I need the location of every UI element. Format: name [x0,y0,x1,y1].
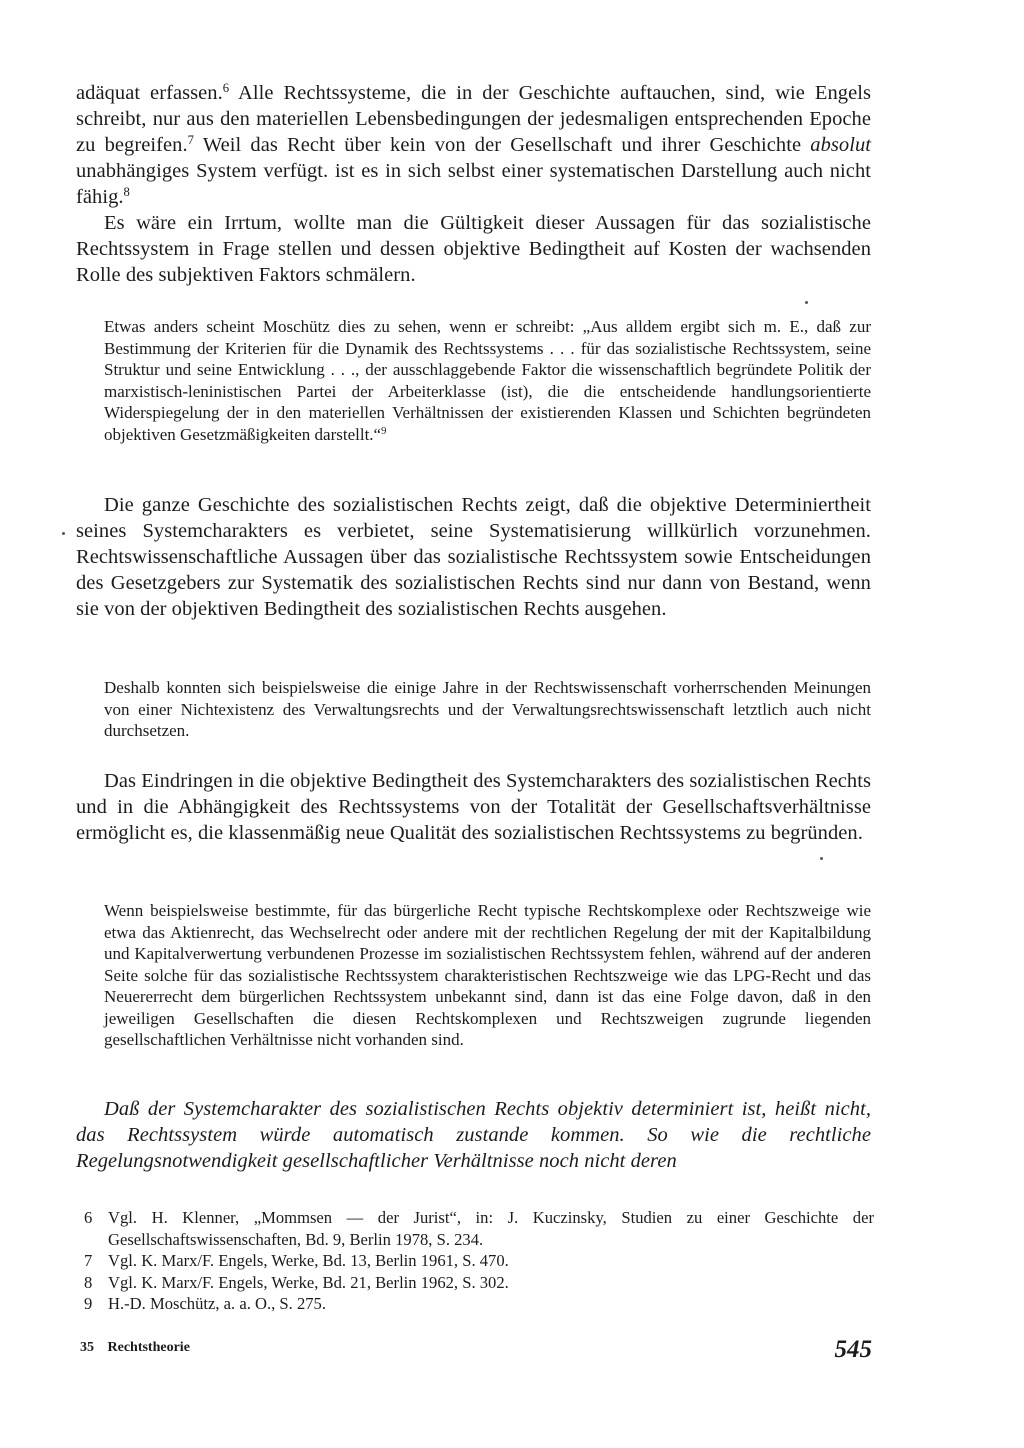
footnote [84,1272,874,1294]
scan-speck [62,532,65,535]
text-run: Alle Rechtssysteme, die in der Geschichte auftauchen, sind, wie Engels schreibt, nur aus den materiellen Lebensbedingungen der jedesmaligen entsprechenden Epoche zu begreifen. [76,82,871,156]
footnote-number: 6 [84,1208,93,1227]
text-run: Deshalb konnten sich beispielsweise die einige Jahre in der Rechtswissenschaft vorherrschenden Meinungen von einer Nichtexistenz des Verwaltungsrechts und der Verwaltungsrechtswissenschaft letztlich auch nicht durchsetzen. [104,678,871,740]
footnotes [84,1207,874,1315]
footnote-text: H.-D. Moschütz, a. a. O., S. 275. [108,1294,326,1313]
body-paragraph [76,210,871,288]
footnote-reference: 8 [123,185,130,200]
footnote [84,1207,874,1250]
footnote-reference: 6 [222,81,230,96]
text-run: Es wäre ein Irrtum, wollte man die Gültigkeit dieser Aussagen für das sozialistische Rechtssystem in Frage stellen und dessen objektive Bedingtheit auf Kosten der wachsenden Rolle des subjektiven Faktors schmälern. [76,212,871,286]
page-number: 545 [834,1336,872,1363]
footnote-text: Vgl. K. Marx/F. Engels, Werke, Bd. 13, Berlin 1961, S. 470. [108,1251,509,1270]
body-paragraph [76,80,871,210]
emphasis-text: absolut [810,134,871,156]
example-block [104,900,871,1051]
quote-block [104,316,871,445]
text-run: Daß der Systemcharakter des sozialistischen Rechts objektiv determiniert ist, heißt nicht, das Rechtssystem würde automatisch zustande kommen. So wie die rechtliche Regelungsnotwendigkeit gesellschaftlicher Verhältnisse noch nicht deren [76,1098,871,1172]
text-run: Etwas anders scheint Moschütz dies zu sehen, wenn er schreibt: „Aus alldem ergibt sich m. E., daß zur Bestimmung der Kriterien für die Dynamik des Rechtssystems . . . für das sozialistische Rechtssystem, seine Struktur und seine Entwicklung . . ., der ausschlaggebende Faktor die wissenschaftlich begründete Politik der marxistisch-leninistischen Partei der Arbeiterklasse (ist), die die entscheidende handlungsorientierte Widerspiegelung der in den materiellen Verhältnissen der existierenden Klassen und Schichten begründeten objektiven Gesetzmäßigkeiten darstellt.“ [104,317,871,444]
text-run: Weil das Recht über kein von der Gesellschaft und ihrer Geschichte [194,134,811,156]
footnote-number: 9 [84,1294,93,1313]
text-run: adäquat erfassen. [76,82,223,104]
footnote-text: Vgl. K. Marx/F. Engels, Werke, Bd. 21, Berlin 1962, S. 302. [108,1272,509,1292]
signature-title: Rechtstheorie [107,1340,190,1355]
body-paragraph [76,768,871,846]
footnote-number: 8 [84,1272,93,1292]
footnote [84,1293,874,1315]
scan-speck [820,857,823,860]
body-paragraph [76,492,871,622]
note-block [104,677,871,742]
text-run: Das Eindringen in die objektive Bedingtheit des Systemcharakters des sozialistischen Rechts und in die Abhängigkeit des Rechtssystems von der Totalität der Gesellschaftsverhältnisse ermöglicht es, die klassenmäßig neue Qualität des sozialistischen Rechtssystems zu begründen. [76,770,871,844]
scan-speck [805,301,808,304]
italic-paragraph [76,1096,871,1174]
footnote [84,1250,874,1272]
footnote-number: 7 [84,1251,93,1270]
signature-number: 35 [80,1340,94,1355]
footnote-reference: 7 [187,133,195,148]
print-signature [80,1340,190,1356]
text-run: unabhängiges System verfügt. ist es in sich selbst einer systematischen Darstellung auch nicht fähig. [76,160,871,208]
footnote-text: Vgl. H. Klenner, „Mommsen — der Jurist“, in: J. Kuczinsky, Studien zu einer Geschichte der Gesellschaftswissenschaften, Bd. 9, Berlin 1978, S. 234. [108,1208,874,1249]
footnote-reference: 9 [381,425,387,437]
text-run: Die ganze Geschichte des sozialistischen Rechts zeigt, daß die objektive Determiniertheit seines Systemcharakters es verbietet, seine Systematisierung willkürlich vorzunehmen. Rechtswissenschaftliche Aussagen über das sozialistische Rechtssystem sowie Entscheidungen des Gesetzgebers zur Systematik des sozialistischen Rechts sind nur dann von Bestand, wenn sie von der objektiven Bedingtheit des sozialistischen Rechts ausgehen. [76,494,871,620]
text-run: Wenn beispielsweise bestimmte, für das bürgerliche Recht typische Rechtskomplexe oder Rechtszweige wie etwa das Aktienrecht, das Wechselrecht oder andere mit der rechtlichen Regelung der mit der Kapitalbildung und Kapitalverwertung verbundenen Prozesse im sozialistischen Rechtssystem fehlen, während auf der anderen Seite solche für das sozialistische Rechtssystem charakteristischen Rechtszweige wie das LPG-Recht und das Neuererrecht dem bürgerlichen Rechtssystem unbekannt sind, dann ist das eine Folge davon, daß in den jeweiligen Gesellschaften die diesen Rechtskomplexen und Rechtszweigen zugrunde liegenden gesellschaftlichen Verhältnisse nicht vorhanden sind. [104,901,871,1049]
